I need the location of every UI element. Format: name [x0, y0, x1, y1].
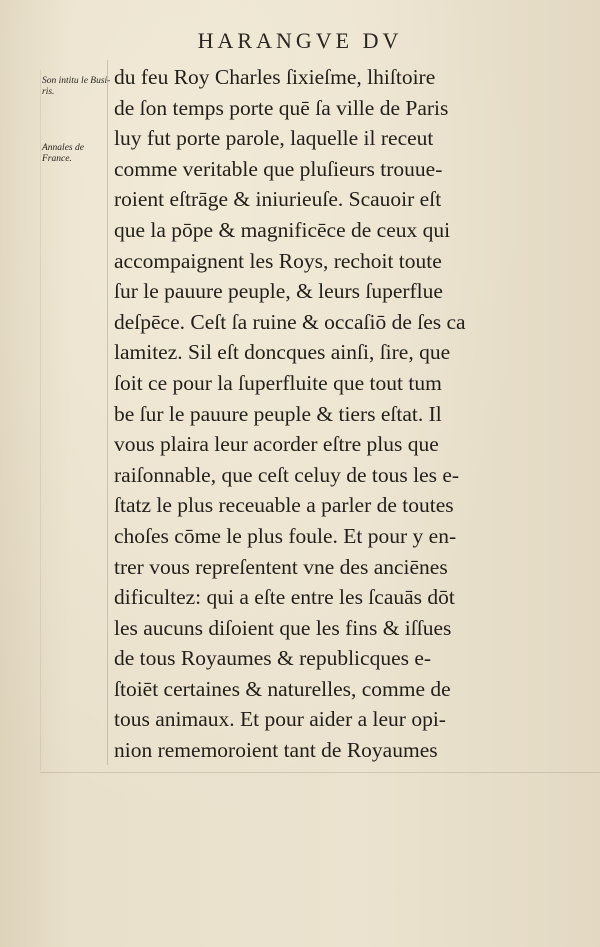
text-line: tous animaux. Et pour aider a leur opi- — [114, 707, 446, 732]
text-line: ſtoiēt certaines & naturelles, comme de — [114, 676, 451, 701]
text-line: roient eſtrāge & iniurieuſe. Scauoir eſt — [114, 187, 442, 212]
text-line: nion rememoroient tant de Royaumes — [114, 738, 438, 763]
text-line: choſes cōme le plus foule. Et pour y en- — [114, 523, 457, 548]
margin-note: Annales de France. — [42, 143, 84, 164]
text-line: accompaignent les Roys, rechoit toute — [114, 248, 442, 273]
margin-note: Son intitu le Busi- ris. — [42, 76, 111, 97]
bottom-rule — [40, 772, 600, 773]
text-line: raiſonnable, que ceſt celuy de tous les e- — [114, 462, 460, 487]
running-head: HARANGVE DV — [197, 28, 403, 53]
margin-rule — [107, 60, 108, 765]
text-line: les aucuns diſoient que les fins & iſſues — [114, 615, 452, 640]
text-line: lamitez. Sil eſt doncques ainſi, ſire, que — [114, 340, 451, 365]
text-line: que la pōpe & magnificēce de ceux qui — [114, 217, 451, 242]
text-line: luy fut porte parole, laquelle il receut — [114, 126, 434, 151]
text-line: ſur le pauure peuple, & leurs ſuperflue — [114, 279, 443, 304]
text-line: ſtatz le plus receuable a parler de toutes — [114, 493, 454, 518]
page-edge-shadow — [40, 70, 41, 770]
text-line: vous plaira leur acorder eſtre plus que — [114, 432, 439, 457]
text-line: de ſon temps porte quē ſa ville de Paris — [114, 95, 449, 120]
text-line: ſoit ce pour la ſuperfluite que tout tum — [114, 370, 442, 395]
text-line: de tous Royaumes & republicques e- — [114, 646, 432, 671]
text-line: comme veritable que pluſieurs trouue- — [114, 156, 443, 181]
text-line: deſpēce. Ceſt ſa ruine & occaſiō de ſes ca — [114, 309, 466, 334]
text-line: du feu Roy Charles ſixieſme, lhiſtoire — [114, 65, 436, 89]
text-line: dificultez: qui a eſte entre les ſcauās dōt — [114, 585, 455, 610]
text-line: trer vous repreſentent vne des anciēnes — [114, 554, 448, 579]
body-text — [114, 62, 584, 766]
text-line: be ſur le pauure peuple & tiers eſtat. Il — [114, 401, 442, 426]
